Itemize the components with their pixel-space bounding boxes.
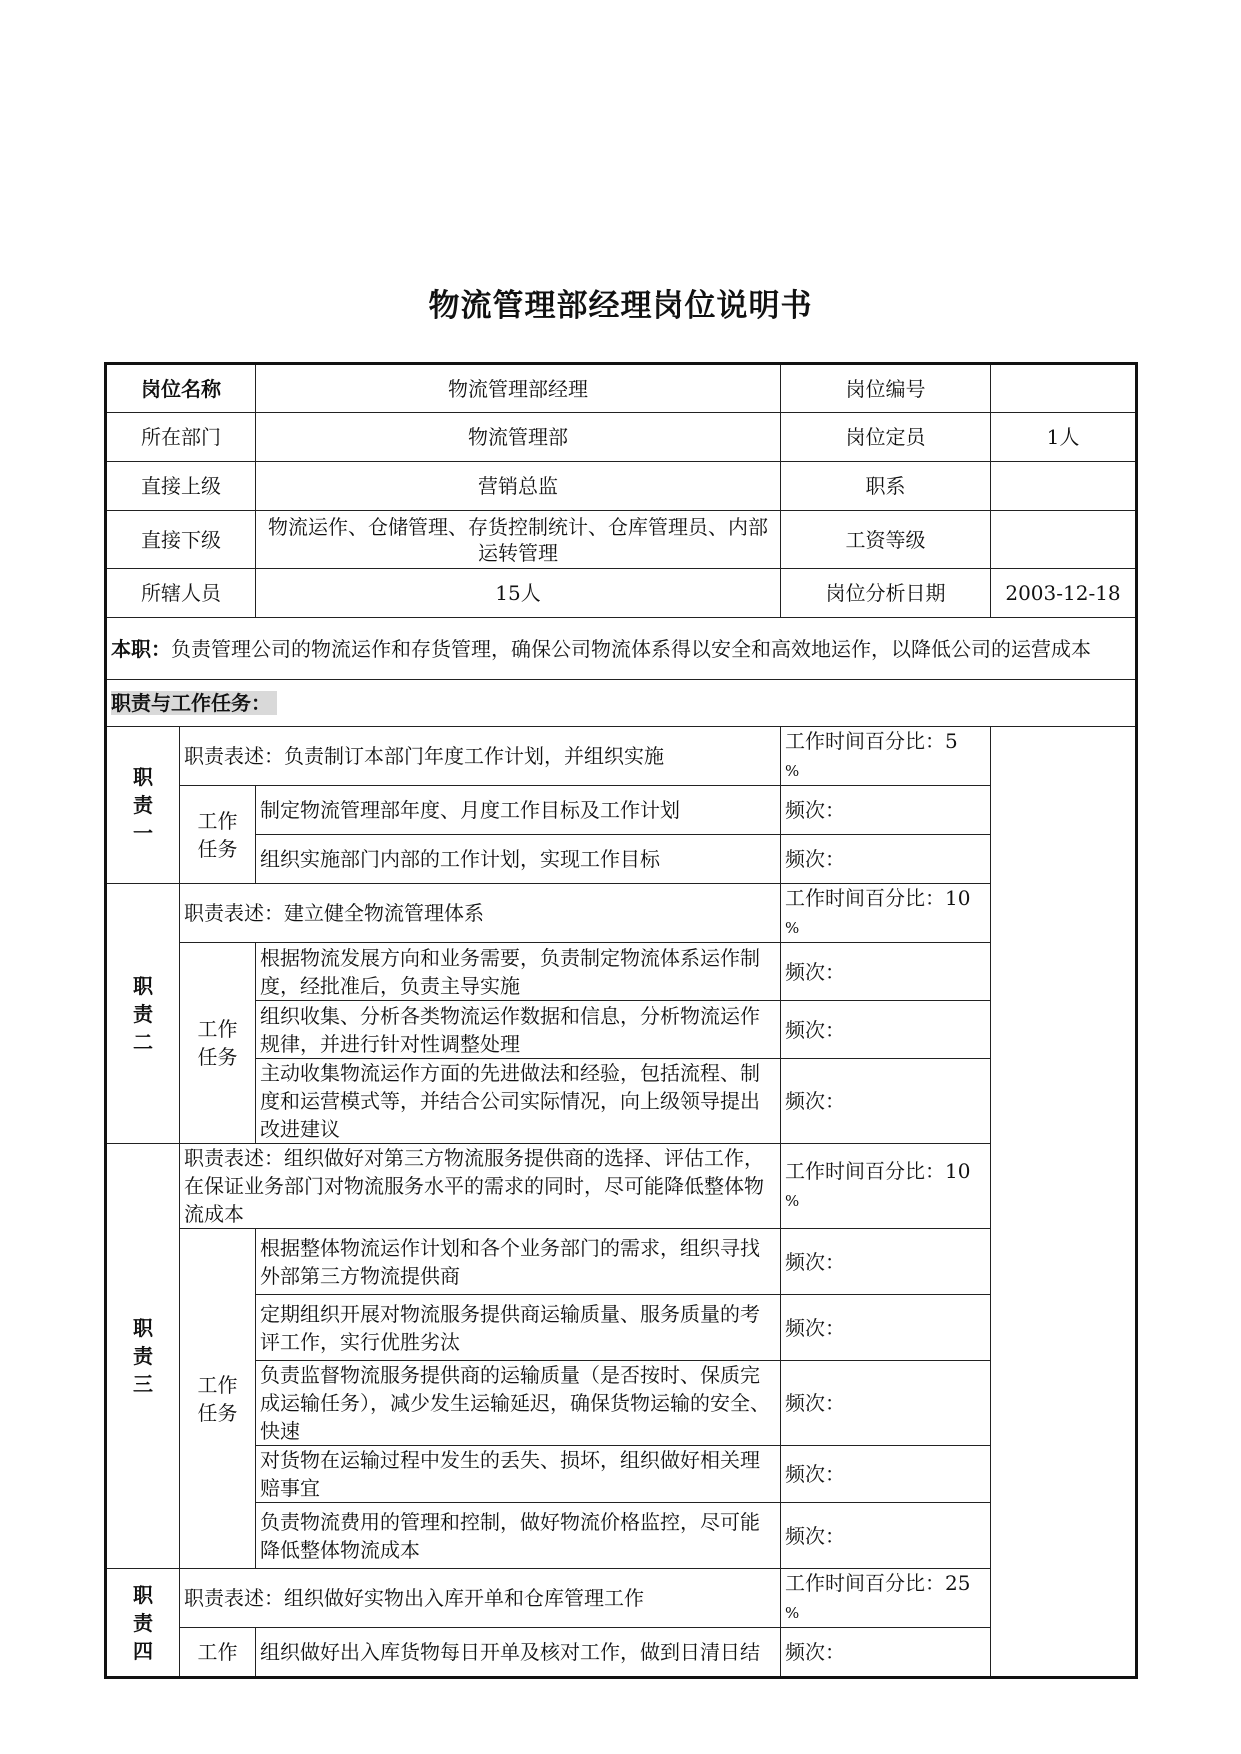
job-description-table (104, 362, 1138, 1679)
frequency-label: 频次： (781, 1001, 991, 1059)
frequency-label: 频次： (781, 1361, 991, 1446)
duty-desc: 职责表述：组织做好对第三方物流服务提供商的选择、评估工作，在保证业务部门对物流服务水平的需求的同时，尽可能降低整体物流成本 (180, 1144, 781, 1229)
duty-name: 职责四 (106, 1569, 180, 1678)
info-value: 物流运作、仓储管理、存货控制统计、仓库管理员、内部运转管理 (256, 511, 781, 569)
task-row (106, 1295, 1137, 1361)
info-label: 直接上级 (106, 462, 256, 511)
info-label: 工资等级 (781, 511, 991, 569)
work-time-percent: 工作时间百分比：5 % (781, 727, 991, 786)
work-task-label: 工作任务 (180, 786, 256, 884)
work-task-label: 工作任务 (180, 943, 256, 1144)
main-duty-cell (106, 618, 1137, 680)
task-row (106, 1059, 1137, 1144)
task-text: 组织实施部门内部的工作计划，实现工作目标 (256, 835, 781, 884)
task-text: 对货物在运输过程中发生的丢失、损坏，组织做好相关理赔事宜 (256, 1446, 781, 1503)
duty-desc-row (106, 1144, 1137, 1229)
info-label: 所在部门 (106, 413, 256, 462)
info-row (106, 364, 1137, 413)
frequency-label: 频次： (781, 1059, 991, 1144)
work-task-label: 工作 (180, 1628, 256, 1678)
info-value (991, 364, 1137, 413)
task-row (106, 835, 1137, 884)
duty-desc: 职责表述：建立健全物流管理体系 (180, 884, 781, 943)
work-task-label: 工作任务 (180, 1229, 256, 1569)
duty-desc-row (106, 884, 1137, 943)
duty-desc-row (106, 1569, 1137, 1628)
task-row (106, 1001, 1137, 1059)
info-row (106, 511, 1137, 569)
work-time-percent: 工作时间百分比：10 % (781, 884, 991, 943)
info-row (106, 569, 1137, 618)
frequency-label: 频次： (781, 1628, 991, 1678)
info-value: 1人 (991, 413, 1137, 462)
info-row (106, 462, 1137, 511)
task-row (106, 1229, 1137, 1295)
task-text: 根据物流发展方向和业务需要，负责制定物流体系运作制度，经批准后，负责主导实施 (256, 943, 781, 1001)
info-label: 岗位编号 (781, 364, 991, 413)
info-label: 所辖人员 (106, 569, 256, 618)
info-label: 岗位定员 (781, 413, 991, 462)
frequency-label: 频次： (781, 1503, 991, 1569)
task-row (106, 1503, 1137, 1569)
task-row (106, 943, 1137, 1001)
task-row (106, 1446, 1137, 1503)
info-label: 直接下级 (106, 511, 256, 569)
frequency-label: 频次： (781, 1295, 991, 1361)
page-title: 物流管理部经理岗位说明书 (428, 288, 813, 324)
task-text: 根据整体物流运作计划和各个业务部门的需求，组织寻找外部第三方物流提供商 (256, 1229, 781, 1295)
info-label: 岗位名称 (106, 364, 256, 413)
task-text: 组织做好出入库货物每日开单及核对工作，做到日清日结 (256, 1628, 781, 1678)
duty-desc-row (106, 727, 1137, 786)
info-label: 岗位分析日期 (781, 569, 991, 618)
frequency-label: 频次： (781, 786, 991, 835)
info-value (991, 462, 1137, 511)
main-duty-row (106, 618, 1137, 680)
duty-desc: 职责表述：组织做好实物出入库开单和仓库管理工作 (180, 1569, 781, 1628)
task-row (106, 786, 1137, 835)
task-text: 制定物流管理部年度、月度工作目标及工作计划 (256, 786, 781, 835)
duty-name: 职责三 (106, 1144, 180, 1569)
duties-heading-row (106, 680, 1137, 727)
info-value: 物流管理部经理 (256, 364, 781, 413)
info-value (991, 511, 1137, 569)
work-time-percent: 工作时间百分比：10 % (781, 1144, 991, 1229)
duties-heading: 职责与工作任务： (111, 691, 277, 715)
frequency-label: 频次： (781, 835, 991, 884)
task-text: 主动收集物流运作方面的先进做法和经验，包括流程、制度和运营模式等，并结合公司实际情况，向上级领导提出改进建议 (256, 1059, 781, 1144)
info-value: 物流管理部 (256, 413, 781, 462)
frequency-label: 频次： (781, 943, 991, 1001)
task-text: 负责物流费用的管理和控制，做好物流价格监控，尽可能降低整体物流成本 (256, 1503, 781, 1569)
frequency-label: 频次： (781, 1229, 991, 1295)
task-row (106, 1361, 1137, 1446)
task-text: 组织收集、分析各类物流运作数据和信息，分析物流运作规律，并进行针对性调整处理 (256, 1001, 781, 1059)
work-time-percent: 工作时间百分比：25 % (781, 1569, 991, 1628)
duty-name: 职责二 (106, 884, 180, 1144)
duty-desc: 职责表述：负责制订本部门年度工作计划，并组织实施 (180, 727, 781, 786)
main-duty-label: 本职： (111, 636, 171, 661)
info-value: 2003-12-18 (991, 569, 1137, 618)
info-row (106, 413, 1137, 462)
task-text: 负责监督物流服务提供商的运输质量（是否按时、保质完成运输任务），减少发生运输延迟，确保货物运输的安全、快速 (256, 1361, 781, 1446)
duty-name: 职责一 (106, 727, 180, 884)
main-duty-text: 负责管理公司的物流运作和存货管理，确保公司物流体系得以安全和高效地运作，以降低公司的运营成本 (171, 636, 1091, 661)
frequency-label: 频次： (781, 1446, 991, 1503)
task-row (106, 1628, 1137, 1678)
task-text: 定期组织开展对物流服务提供商运输质量、服务质量的考评工作，实行优胜劣汰 (256, 1295, 781, 1361)
info-value: 营销总监 (256, 462, 781, 511)
duties-heading-cell (106, 680, 1137, 727)
info-label: 职系 (781, 462, 991, 511)
info-value: 15人 (256, 569, 781, 618)
